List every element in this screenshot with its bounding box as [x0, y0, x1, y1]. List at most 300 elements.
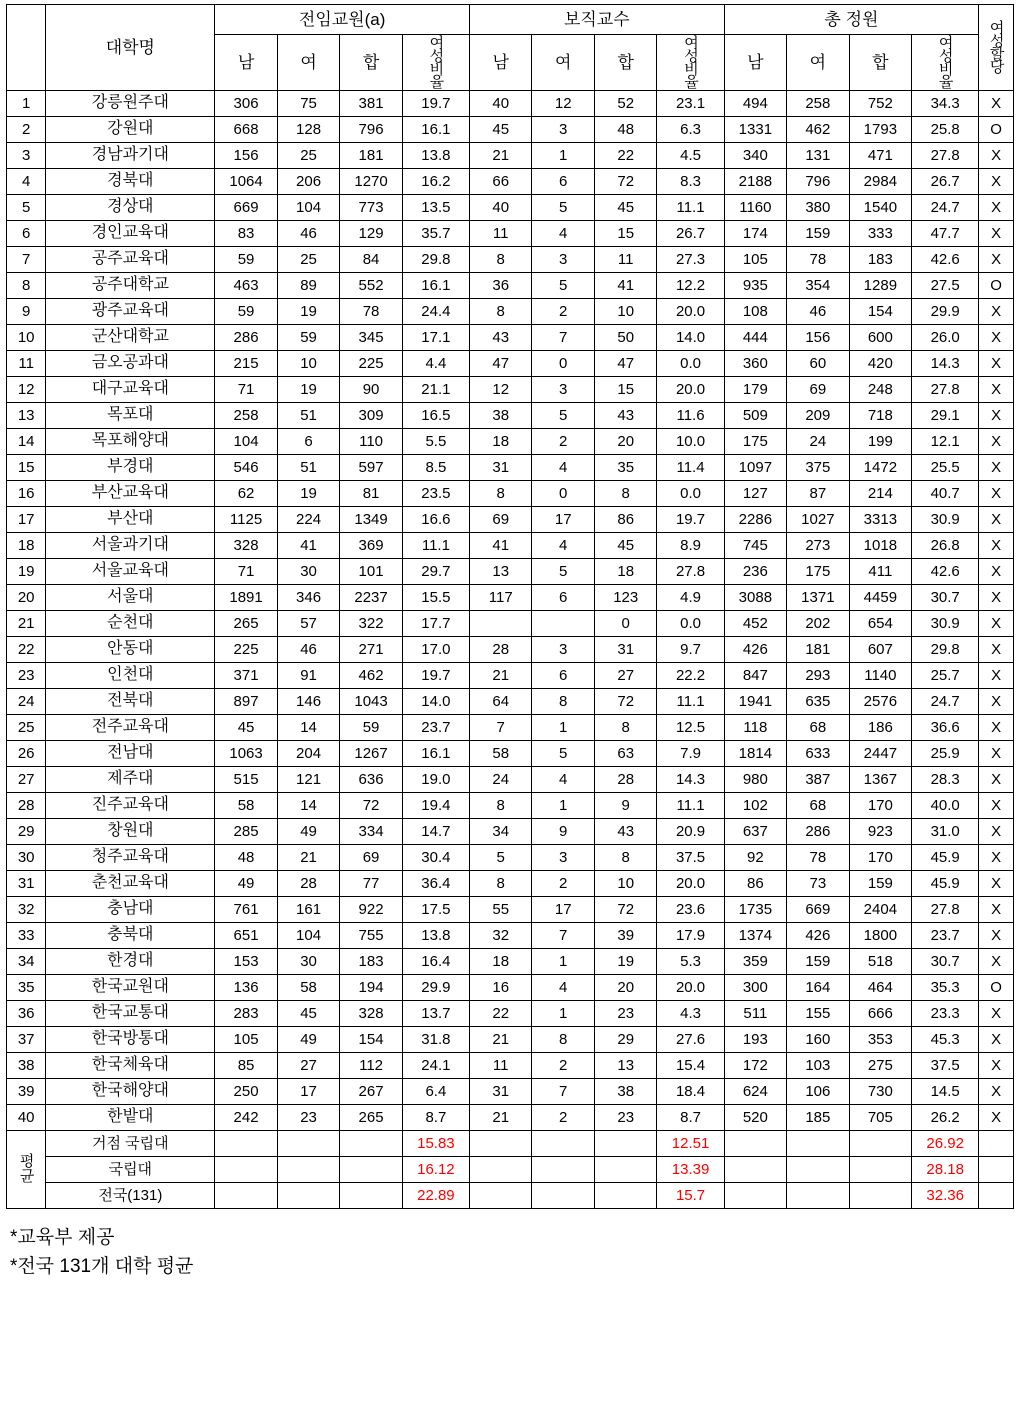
- faculty-cell-1: 46: [277, 637, 340, 663]
- total-cell-3: 45.9: [912, 845, 979, 871]
- row-index: 9: [7, 299, 46, 325]
- average-admin-rate: 13.39: [657, 1157, 724, 1183]
- total-cell-0: 494: [724, 91, 787, 117]
- total-cell-3: 27.8: [912, 143, 979, 169]
- admin-cell-0: 12: [469, 377, 532, 403]
- total-cell-3: 40.0: [912, 793, 979, 819]
- total-cell-3: 47.7: [912, 221, 979, 247]
- footnote-1: *교육부 제공: [10, 1227, 115, 1248]
- footnote-2: *전국 131개 대학 평균: [10, 1256, 194, 1278]
- admin-cell-2: 35: [594, 455, 657, 481]
- admin-cell-1: 17: [532, 507, 595, 533]
- admin-cell-3: 0.0: [657, 481, 724, 507]
- faculty-cell-3: 11.1: [402, 533, 469, 559]
- total-cell-1: 159: [787, 221, 850, 247]
- admin-cell-3: 20.0: [657, 871, 724, 897]
- faculty-cell-0: 1891: [215, 585, 278, 611]
- quota-flag: X: [979, 923, 1014, 949]
- average-admin-female: [532, 1157, 595, 1183]
- faculty-cell-1: 30: [277, 949, 340, 975]
- admin-cell-3: 27.6: [657, 1027, 724, 1053]
- total-cell-2: 2404: [849, 897, 912, 923]
- row-index: 36: [7, 1001, 46, 1027]
- admin-cell-2: 18: [594, 559, 657, 585]
- row-index: 32: [7, 897, 46, 923]
- table-row: [7, 429, 1014, 455]
- total-cell-2: 464: [849, 975, 912, 1001]
- row-index: 3: [7, 143, 46, 169]
- average-total-male: [724, 1131, 787, 1157]
- admin-cell-3: 20.0: [657, 975, 724, 1001]
- admin-cell-2: 39: [594, 923, 657, 949]
- row-index: 24: [7, 689, 46, 715]
- total-cell-2: 420: [849, 351, 912, 377]
- admin-cell-0: 40: [469, 91, 532, 117]
- total-cell-2: 183: [849, 247, 912, 273]
- quota-flag: X: [979, 741, 1014, 767]
- faculty-cell-2: 181: [340, 143, 403, 169]
- admin-cell-0: 8: [469, 871, 532, 897]
- faculty-cell-1: 161: [277, 897, 340, 923]
- faculty-cell-1: 30: [277, 559, 340, 585]
- faculty-cell-1: 6: [277, 429, 340, 455]
- faculty-cell-2: 1043: [340, 689, 403, 715]
- faculty-cell-0: 85: [215, 1053, 278, 1079]
- faculty-cell-0: 1125: [215, 507, 278, 533]
- header-admin-sum: 합: [594, 35, 657, 91]
- faculty-cell-2: 81: [340, 481, 403, 507]
- average-faculty-female: [277, 1157, 340, 1183]
- average-admin-male: [469, 1131, 532, 1157]
- faculty-cell-1: 45: [277, 1001, 340, 1027]
- table-row: [7, 377, 1014, 403]
- table-row: [7, 975, 1014, 1001]
- row-university-name: 창원대: [46, 819, 215, 845]
- quota-flag: X: [979, 351, 1014, 377]
- total-cell-3: 25.7: [912, 663, 979, 689]
- total-cell-3: 14.5: [912, 1079, 979, 1105]
- faculty-cell-2: 309: [340, 403, 403, 429]
- average-admin-male: [469, 1183, 532, 1209]
- total-cell-2: 333: [849, 221, 912, 247]
- admin-cell-1: 6: [532, 663, 595, 689]
- row-university-name: 강릉원주대: [46, 91, 215, 117]
- faculty-cell-3: 8.7: [402, 1105, 469, 1131]
- faculty-cell-1: 146: [277, 689, 340, 715]
- total-cell-1: 1371: [787, 585, 850, 611]
- faculty-cell-3: 16.6: [402, 507, 469, 533]
- total-cell-0: 127: [724, 481, 787, 507]
- admin-cell-3: 11.1: [657, 689, 724, 715]
- admin-cell-3: 11.4: [657, 455, 724, 481]
- faculty-cell-0: 104: [215, 429, 278, 455]
- total-cell-3: 45.3: [912, 1027, 979, 1053]
- total-cell-2: 718: [849, 403, 912, 429]
- admin-cell-1: 3: [532, 377, 595, 403]
- total-cell-1: 209: [787, 403, 850, 429]
- admin-cell-0: 40: [469, 195, 532, 221]
- admin-cell-3: 8.9: [657, 533, 724, 559]
- table-header: [7, 5, 1014, 91]
- admin-cell-3: 0.0: [657, 611, 724, 637]
- table-row: [7, 1105, 1014, 1131]
- admin-cell-2: 31: [594, 637, 657, 663]
- faculty-cell-2: 112: [340, 1053, 403, 1079]
- faculty-cell-2: 1270: [340, 169, 403, 195]
- header-faculty-female-rate: 여성비율: [402, 35, 469, 91]
- total-cell-2: 170: [849, 845, 912, 871]
- total-cell-1: 73: [787, 871, 850, 897]
- quota-flag: X: [979, 325, 1014, 351]
- average-faculty-sum: [340, 1183, 403, 1209]
- admin-cell-1: 2: [532, 1105, 595, 1131]
- quota-flag: X: [979, 845, 1014, 871]
- total-cell-0: 2286: [724, 507, 787, 533]
- admin-cell-0: 18: [469, 429, 532, 455]
- quota-flag: X: [979, 637, 1014, 663]
- faculty-cell-2: 154: [340, 1027, 403, 1053]
- quota-flag: X: [979, 507, 1014, 533]
- row-university-name: 경북대: [46, 169, 215, 195]
- average-row: [7, 1157, 1014, 1183]
- faculty-cell-1: 46: [277, 221, 340, 247]
- quota-flag: X: [979, 871, 1014, 897]
- row-index: 31: [7, 871, 46, 897]
- total-cell-2: 199: [849, 429, 912, 455]
- total-cell-2: 248: [849, 377, 912, 403]
- total-cell-0: 193: [724, 1027, 787, 1053]
- admin-cell-0: 5: [469, 845, 532, 871]
- admin-cell-3: 17.9: [657, 923, 724, 949]
- faculty-cell-0: 242: [215, 1105, 278, 1131]
- admin-cell-1: 12: [532, 91, 595, 117]
- faculty-cell-1: 25: [277, 247, 340, 273]
- admin-cell-3: 37.5: [657, 845, 724, 871]
- average-admin-sum: [594, 1157, 657, 1183]
- faculty-cell-3: 13.8: [402, 923, 469, 949]
- total-cell-1: 354: [787, 273, 850, 299]
- header-total-male: 남: [724, 35, 787, 91]
- admin-cell-2: 20: [594, 429, 657, 455]
- total-cell-1: 380: [787, 195, 850, 221]
- total-cell-0: 175: [724, 429, 787, 455]
- total-cell-2: 1018: [849, 533, 912, 559]
- admin-cell-0: 31: [469, 1079, 532, 1105]
- admin-cell-0: 31: [469, 455, 532, 481]
- total-cell-2: 411: [849, 559, 912, 585]
- faculty-cell-2: 1349: [340, 507, 403, 533]
- average-total-male: [724, 1157, 787, 1183]
- total-cell-1: 462: [787, 117, 850, 143]
- row-index: 8: [7, 273, 46, 299]
- row-university-name: 충남대: [46, 897, 215, 923]
- total-cell-2: 2576: [849, 689, 912, 715]
- total-cell-3: 25.9: [912, 741, 979, 767]
- faculty-cell-1: 23: [277, 1105, 340, 1131]
- row-index: 28: [7, 793, 46, 819]
- total-cell-0: 637: [724, 819, 787, 845]
- admin-cell-3: 19.7: [657, 507, 724, 533]
- row-university-name: 경상대: [46, 195, 215, 221]
- total-cell-3: 42.6: [912, 247, 979, 273]
- average-total-sum: [849, 1131, 912, 1157]
- row-university-name: 한국체육대: [46, 1053, 215, 1079]
- admin-cell-3: 20.0: [657, 377, 724, 403]
- admin-cell-1: 5: [532, 741, 595, 767]
- faculty-cell-3: 17.7: [402, 611, 469, 637]
- admin-cell-0: 8: [469, 247, 532, 273]
- admin-cell-2: 72: [594, 169, 657, 195]
- admin-cell-2: 43: [594, 403, 657, 429]
- quota-flag: X: [979, 455, 1014, 481]
- total-cell-0: 980: [724, 767, 787, 793]
- admin-cell-0: 18: [469, 949, 532, 975]
- faculty-cell-2: 636: [340, 767, 403, 793]
- table-row: [7, 117, 1014, 143]
- admin-cell-2: 0: [594, 611, 657, 637]
- faculty-cell-1: 58: [277, 975, 340, 1001]
- faculty-cell-0: 669: [215, 195, 278, 221]
- admin-cell-0: 7: [469, 715, 532, 741]
- faculty-cell-1: 19: [277, 481, 340, 507]
- admin-cell-0: 11: [469, 221, 532, 247]
- row-university-name: 진주교육대: [46, 793, 215, 819]
- total-cell-0: 1331: [724, 117, 787, 143]
- faculty-cell-1: 104: [277, 195, 340, 221]
- quota-flag: X: [979, 1027, 1014, 1053]
- total-cell-2: 1472: [849, 455, 912, 481]
- total-cell-1: 669: [787, 897, 850, 923]
- faculty-cell-1: 204: [277, 741, 340, 767]
- table-row: [7, 247, 1014, 273]
- admin-cell-2: 72: [594, 689, 657, 715]
- admin-cell-2: 48: [594, 117, 657, 143]
- admin-cell-0: 47: [469, 351, 532, 377]
- faculty-cell-0: 285: [215, 819, 278, 845]
- faculty-cell-1: 49: [277, 1027, 340, 1053]
- quota-flag: X: [979, 897, 1014, 923]
- admin-cell-0: 21: [469, 143, 532, 169]
- total-cell-3: 26.0: [912, 325, 979, 351]
- admin-cell-2: 45: [594, 533, 657, 559]
- total-cell-0: 179: [724, 377, 787, 403]
- admin-cell-2: 41: [594, 273, 657, 299]
- faculty-cell-0: 651: [215, 923, 278, 949]
- average-group-label: 평균: [7, 1131, 46, 1209]
- row-university-name: 서울과기대: [46, 533, 215, 559]
- faculty-cell-0: 45: [215, 715, 278, 741]
- total-cell-2: 1540: [849, 195, 912, 221]
- admin-cell-1: 1: [532, 1001, 595, 1027]
- admin-cell-0: 21: [469, 663, 532, 689]
- quota-flag: X: [979, 299, 1014, 325]
- average-total-rate: 28.18: [912, 1157, 979, 1183]
- total-cell-0: 1735: [724, 897, 787, 923]
- faculty-cell-0: 58: [215, 793, 278, 819]
- faculty-cell-1: 49: [277, 819, 340, 845]
- admin-cell-3: 11.6: [657, 403, 724, 429]
- faculty-cell-3: 19.7: [402, 91, 469, 117]
- total-cell-1: 103: [787, 1053, 850, 1079]
- quota-flag: X: [979, 143, 1014, 169]
- total-cell-0: 172: [724, 1053, 787, 1079]
- row-university-name: 청주교육대: [46, 845, 215, 871]
- row-university-name: 인천대: [46, 663, 215, 689]
- admin-cell-3: 6.3: [657, 117, 724, 143]
- total-cell-1: 155: [787, 1001, 850, 1027]
- quota-flag: X: [979, 559, 1014, 585]
- admin-cell-3: 4.3: [657, 1001, 724, 1027]
- faculty-cell-0: 49: [215, 871, 278, 897]
- total-cell-2: 353: [849, 1027, 912, 1053]
- admin-cell-3: 11.1: [657, 793, 724, 819]
- admin-cell-3: 8.7: [657, 1105, 724, 1131]
- average-total-female: [787, 1183, 850, 1209]
- table-row: [7, 91, 1014, 117]
- faculty-cell-2: 267: [340, 1079, 403, 1105]
- total-cell-0: 1160: [724, 195, 787, 221]
- row-index: 23: [7, 663, 46, 689]
- admin-cell-3: 15.4: [657, 1053, 724, 1079]
- admin-cell-0: 32: [469, 923, 532, 949]
- table-row: [7, 403, 1014, 429]
- faculty-cell-3: 14.7: [402, 819, 469, 845]
- row-university-name: 한밭대: [46, 1105, 215, 1131]
- quota-flag: X: [979, 819, 1014, 845]
- table-row: [7, 1079, 1014, 1105]
- admin-cell-2: 15: [594, 221, 657, 247]
- admin-cell-1: 4: [532, 533, 595, 559]
- total-cell-1: 160: [787, 1027, 850, 1053]
- admin-cell-0: 21: [469, 1027, 532, 1053]
- header-university: 대학명: [46, 5, 215, 91]
- admin-cell-3: 23.1: [657, 91, 724, 117]
- average-admin-sum: [594, 1183, 657, 1209]
- admin-cell-1: 1: [532, 715, 595, 741]
- table-row: [7, 663, 1014, 689]
- faculty-cell-0: 136: [215, 975, 278, 1001]
- row-university-name: 금오공과대: [46, 351, 215, 377]
- table-row: [7, 533, 1014, 559]
- total-cell-3: 23.7: [912, 923, 979, 949]
- faculty-cell-2: 59: [340, 715, 403, 741]
- total-cell-2: 2447: [849, 741, 912, 767]
- row-university-name: 대구교육대: [46, 377, 215, 403]
- faculty-cell-0: 105: [215, 1027, 278, 1053]
- faculty-cell-3: 17.1: [402, 325, 469, 351]
- total-cell-1: 68: [787, 715, 850, 741]
- admin-cell-0: 66: [469, 169, 532, 195]
- average-faculty-sum: [340, 1157, 403, 1183]
- total-cell-3: 30.9: [912, 507, 979, 533]
- total-cell-1: 175: [787, 559, 850, 585]
- total-cell-1: 273: [787, 533, 850, 559]
- row-university-name: 전주교육대: [46, 715, 215, 741]
- faculty-cell-1: 51: [277, 455, 340, 481]
- faculty-cell-3: 5.5: [402, 429, 469, 455]
- faculty-cell-3: 15.5: [402, 585, 469, 611]
- row-index: 34: [7, 949, 46, 975]
- quota-flag: X: [979, 91, 1014, 117]
- total-cell-0: 174: [724, 221, 787, 247]
- total-cell-0: 847: [724, 663, 787, 689]
- faculty-cell-2: 110: [340, 429, 403, 455]
- total-cell-2: 275: [849, 1053, 912, 1079]
- average-total-rate: 26.92: [912, 1131, 979, 1157]
- total-cell-0: 108: [724, 299, 787, 325]
- faculty-cell-1: 346: [277, 585, 340, 611]
- quota-flag: X: [979, 1079, 1014, 1105]
- admin-cell-0: 11: [469, 1053, 532, 1079]
- quota-flag: X: [979, 1053, 1014, 1079]
- faculty-cell-0: 306: [215, 91, 278, 117]
- faculty-cell-3: 24.4: [402, 299, 469, 325]
- total-cell-2: 730: [849, 1079, 912, 1105]
- total-cell-1: 633: [787, 741, 850, 767]
- admin-cell-1: 9: [532, 819, 595, 845]
- admin-cell-2: 8: [594, 481, 657, 507]
- table-row: [7, 221, 1014, 247]
- admin-cell-1: 5: [532, 195, 595, 221]
- quota-flag: X: [979, 1105, 1014, 1131]
- faculty-cell-3: 23.7: [402, 715, 469, 741]
- total-cell-0: 444: [724, 325, 787, 351]
- average-row: [7, 1183, 1014, 1209]
- header-admin-female-rate: 여성비율: [657, 35, 724, 91]
- average-faculty-rate: 15.83: [402, 1131, 469, 1157]
- admin-cell-0: 21: [469, 1105, 532, 1131]
- admin-cell-2: 52: [594, 91, 657, 117]
- total-cell-3: 23.3: [912, 1001, 979, 1027]
- row-index: 21: [7, 611, 46, 637]
- row-university-name: 목포대: [46, 403, 215, 429]
- total-cell-3: 24.7: [912, 195, 979, 221]
- row-university-name: 강원대: [46, 117, 215, 143]
- admin-cell-1: 6: [532, 585, 595, 611]
- faculty-cell-3: 30.4: [402, 845, 469, 871]
- admin-cell-1: 0: [532, 351, 595, 377]
- admin-cell-1: 3: [532, 247, 595, 273]
- faculty-cell-2: 552: [340, 273, 403, 299]
- faculty-cell-3: 29.7: [402, 559, 469, 585]
- faculty-cell-1: 17: [277, 1079, 340, 1105]
- table-row: [7, 273, 1014, 299]
- faculty-cell-0: 897: [215, 689, 278, 715]
- total-cell-1: 156: [787, 325, 850, 351]
- quota-flag: X: [979, 377, 1014, 403]
- total-cell-0: 2188: [724, 169, 787, 195]
- table-row: [7, 845, 1014, 871]
- row-index: 19: [7, 559, 46, 585]
- average-admin-sum: [594, 1131, 657, 1157]
- total-cell-0: 359: [724, 949, 787, 975]
- admin-cell-0: 41: [469, 533, 532, 559]
- admin-cell-0: 58: [469, 741, 532, 767]
- table-row: [7, 481, 1014, 507]
- row-index: 5: [7, 195, 46, 221]
- table-row: [7, 819, 1014, 845]
- total-cell-0: 340: [724, 143, 787, 169]
- total-cell-0: 509: [724, 403, 787, 429]
- admin-cell-2: 8: [594, 715, 657, 741]
- faculty-cell-2: 796: [340, 117, 403, 143]
- row-university-name: 부경대: [46, 455, 215, 481]
- quota-flag: X: [979, 793, 1014, 819]
- faculty-cell-3: 16.4: [402, 949, 469, 975]
- admin-cell-1: 17: [532, 897, 595, 923]
- admin-cell-2: 8: [594, 845, 657, 871]
- faculty-cell-2: 1267: [340, 741, 403, 767]
